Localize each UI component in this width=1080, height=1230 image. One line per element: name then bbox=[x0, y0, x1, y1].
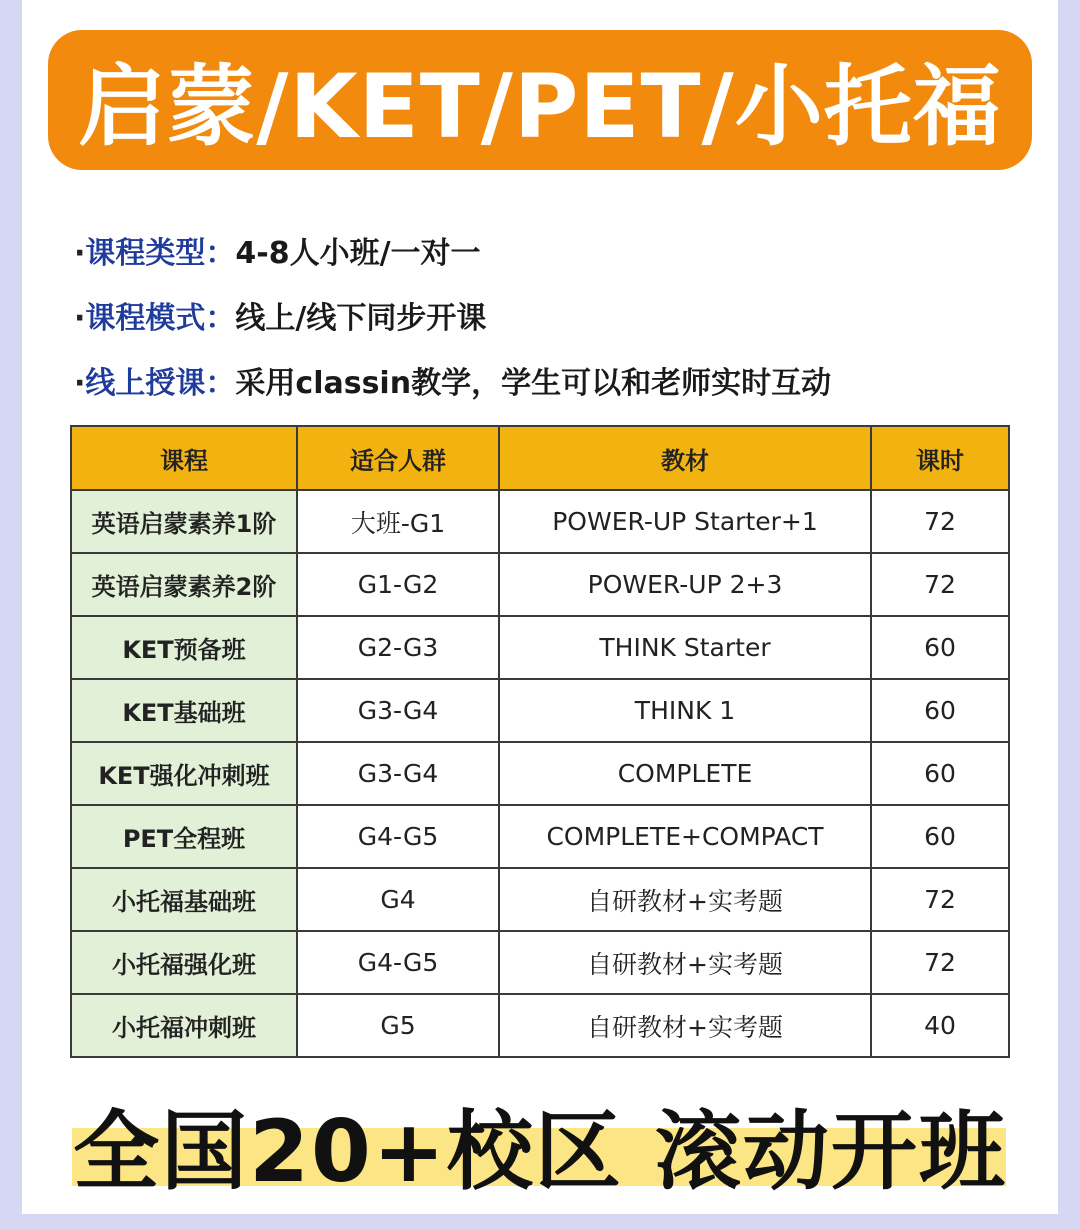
footer-slogan: 全国20+校区 滚动开班 bbox=[73, 1102, 1007, 1202]
table-header-row bbox=[71, 426, 1009, 490]
textbook: 自研教材+实考题 bbox=[499, 931, 871, 994]
textbook: 自研教材+实考题 bbox=[499, 994, 871, 1057]
bullet: · bbox=[74, 301, 86, 336]
course-name: PET全程班 bbox=[71, 805, 297, 868]
banner-title: 启蒙/KET/PET/小托福 bbox=[78, 55, 1002, 158]
textbook: THINK Starter bbox=[499, 616, 871, 679]
table-row bbox=[71, 805, 1009, 868]
course-table bbox=[70, 425, 1010, 1058]
title-banner bbox=[48, 30, 1032, 170]
course-name: KET预备班 bbox=[71, 616, 297, 679]
textbook: POWER-UP Starter+1 bbox=[499, 490, 871, 553]
course-name: 小托福基础班 bbox=[71, 868, 297, 931]
textbook: COMPLETE bbox=[499, 742, 871, 805]
course-name: 英语启蒙素养2阶 bbox=[71, 553, 297, 616]
course-name: 小托福强化班 bbox=[71, 931, 297, 994]
audience: G4 bbox=[297, 868, 499, 931]
table-row bbox=[71, 994, 1009, 1057]
textbook: 自研教材+实考题 bbox=[499, 868, 871, 931]
audience: G3-G4 bbox=[297, 679, 499, 742]
info-value: 采用classin教学，学生可以和老师实时互动 bbox=[235, 366, 832, 401]
audience: G5 bbox=[297, 994, 499, 1057]
textbook: THINK 1 bbox=[499, 679, 871, 742]
course-name: 小托福冲刺班 bbox=[71, 994, 297, 1057]
bullet: · bbox=[74, 366, 86, 401]
info-line-course-mode bbox=[74, 293, 974, 337]
table-row bbox=[71, 616, 1009, 679]
hours: 72 bbox=[871, 868, 1009, 931]
textbook: COMPLETE+COMPACT bbox=[499, 805, 871, 868]
hours: 72 bbox=[871, 553, 1009, 616]
info-label: 线上授课 bbox=[85, 366, 206, 401]
info-label: 课程类型 bbox=[85, 236, 206, 271]
table-row bbox=[71, 868, 1009, 931]
colon: ： bbox=[205, 301, 236, 336]
hours: 60 bbox=[871, 805, 1009, 868]
table-row bbox=[71, 553, 1009, 616]
info-label: 课程模式 bbox=[85, 301, 206, 336]
info-value: 4-8人小班/一对一 bbox=[235, 236, 481, 271]
hours: 60 bbox=[871, 616, 1009, 679]
audience: G4-G5 bbox=[297, 931, 499, 994]
info-value: 线上/线下同步开课 bbox=[235, 301, 487, 336]
colon: ： bbox=[205, 236, 236, 271]
course-name: 英语启蒙素养1阶 bbox=[71, 490, 297, 553]
bullet: · bbox=[74, 236, 86, 271]
hours: 72 bbox=[871, 931, 1009, 994]
hours: 72 bbox=[871, 490, 1009, 553]
info-line-course-type bbox=[74, 228, 974, 272]
info-line-online-teaching bbox=[74, 358, 974, 402]
colon: ： bbox=[205, 366, 236, 401]
table-row bbox=[71, 490, 1009, 553]
audience: 大班-G1 bbox=[297, 490, 499, 553]
header-textbook: 教材 bbox=[499, 426, 871, 490]
textbook: POWER-UP 2+3 bbox=[499, 553, 871, 616]
audience: G1-G2 bbox=[297, 553, 499, 616]
audience: G3-G4 bbox=[297, 742, 499, 805]
header-audience: 适合人群 bbox=[297, 426, 499, 490]
table-row bbox=[71, 742, 1009, 805]
hours: 40 bbox=[871, 994, 1009, 1057]
hours: 60 bbox=[871, 742, 1009, 805]
header-course: 课程 bbox=[71, 426, 297, 490]
hours: 60 bbox=[871, 679, 1009, 742]
course-name: KET基础班 bbox=[71, 679, 297, 742]
audience: G2-G3 bbox=[297, 616, 499, 679]
table-row bbox=[71, 679, 1009, 742]
audience: G4-G5 bbox=[297, 805, 499, 868]
header-hours: 课时 bbox=[871, 426, 1009, 490]
course-name: KET强化冲刺班 bbox=[71, 742, 297, 805]
table-row bbox=[71, 931, 1009, 994]
